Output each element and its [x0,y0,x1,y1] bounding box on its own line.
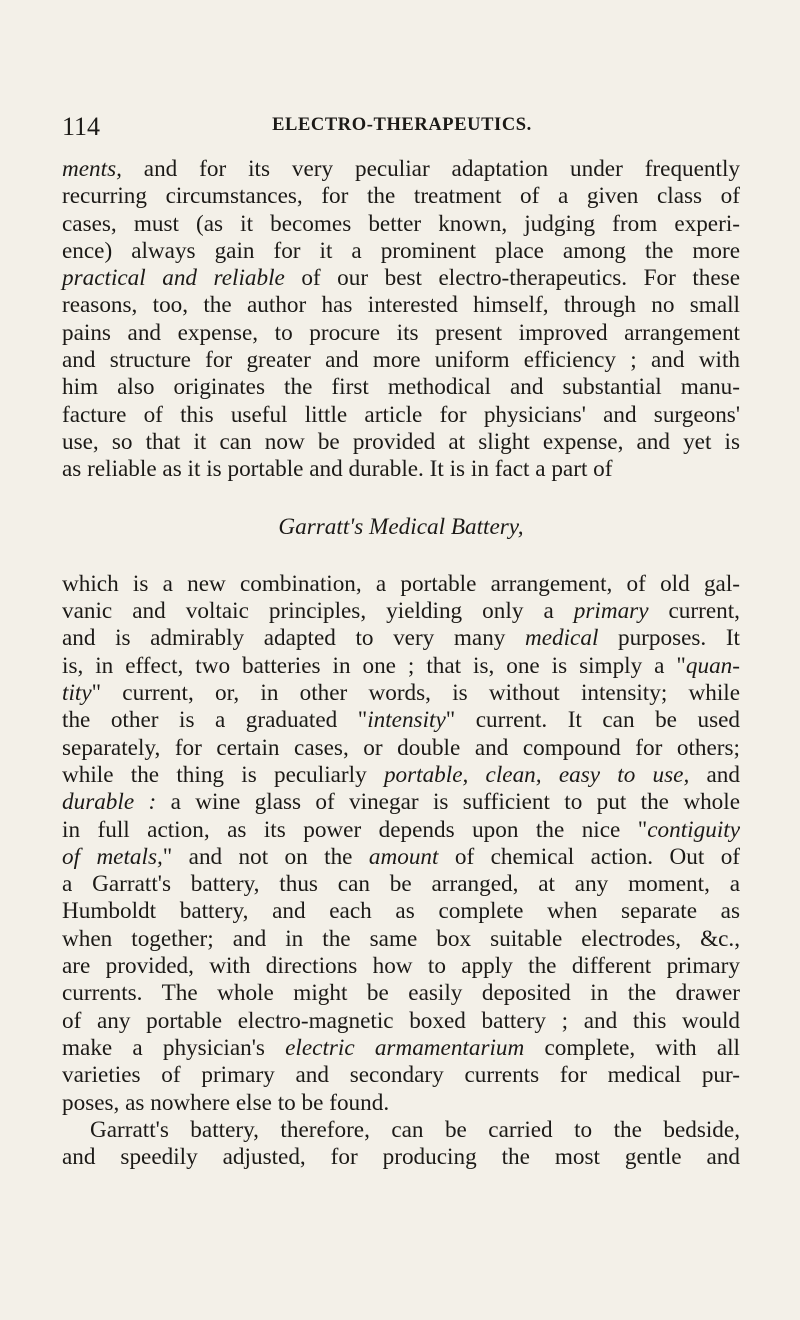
text-run: " current, or, in other words, is without intensity; while [91,680,740,707]
section-heading [62,514,740,541]
text-run: in full action, as its power depends upon the nice " [62,816,648,843]
italic-run: durable : [62,789,157,816]
page-header [62,112,742,142]
text-line [62,183,740,210]
text-line [62,1035,740,1062]
text-line [62,238,740,265]
text-line [62,292,740,319]
italic-run: tity [62,680,92,707]
text-run: and structure for greater and more uniform efficiency ; and with [62,347,740,374]
text-line [62,871,740,898]
text-run: reasons, too, the author has interested himself, through no small [62,292,740,319]
text-run: which is a new combination, a portable arrangement, of old gal- [62,570,740,597]
text-run: of chemical action. Out of [438,843,741,870]
text-line [62,598,740,625]
text-run: are provided, with directions how to apply the different primary [62,953,740,980]
italic-run: portable, clean, easy to use, [383,761,690,788]
text-line [62,1090,740,1117]
text-run: is, in effect, two batteries in one ; that is, one is simply a " [62,652,686,679]
text-line [62,789,740,816]
text-run: a Garratt's battery, thus can be arranged, at any moment, a [62,871,740,898]
text-line [62,707,740,734]
text-run: of any portable electro-magnetic boxed battery ; and this would [62,1007,740,1034]
text-run: Humboldt battery, and each as complete when separate as [62,898,740,925]
text-line [62,1117,740,1144]
text-line [62,980,740,1007]
italic-run: amount [368,843,439,870]
italic-run: ments, [62,156,122,182]
text-line [62,817,740,844]
text-line [62,1008,740,1035]
text-run: while the thing is peculiarly [62,761,384,788]
italic-run: of metals, [62,843,163,870]
running-title: ELECTRO-THERAPEUTICS. [272,115,532,135]
page-number: 114 [62,112,101,141]
text-run: purposes. It [598,625,740,652]
text-line [62,320,740,347]
text-line [62,156,740,183]
text-run: and for its very peculiar adaptation under frequently [121,156,740,182]
text-run: of our best electro-therapeutics. For these [284,265,740,292]
text-line [62,625,740,652]
text-line [62,898,740,925]
text-line [62,211,740,238]
text-run: recurring circumstances, for the treatment of a given class of [62,183,740,210]
italic-run: medical [524,625,599,652]
text-run: vanic and voltaic principles, yielding only a [62,598,574,625]
text-line [62,1062,740,1089]
text-run: use, so that it can now be provided at slight expense, and yet is [62,428,740,455]
text-run: facture of this useful little article for physicians' and surgeons' [62,401,740,428]
text-line [62,953,740,980]
text-line [62,429,740,456]
text-run: currents. The whole might be easily deposited in the drawer [62,980,740,1007]
text-run: Garratt's battery, therefore, can be carried to the bedside, [90,1116,740,1143]
italic-run: intensity [367,707,446,734]
text-line [62,1144,740,1171]
text-run: poses, as nowhere else to be found. [62,1089,390,1116]
text-line [62,735,740,762]
text-line [62,762,740,789]
text-line [62,374,740,401]
text-run: cases, must (as it becomes better known, judging from experi- [62,210,740,237]
text-line [62,653,740,680]
text-line [62,402,740,429]
text-run: when together; and in the same box suitable electrodes, &c., [62,925,740,952]
text-line [62,347,740,374]
text-run: complete, with all [524,1034,740,1061]
text-run: separately, for certain cases, or double and compound for others; [62,734,740,761]
italic-run: contiguity [647,816,740,843]
italic-run: quan- [685,652,740,679]
text-run: pains and expense, to procure its present improved arrangement [62,319,740,346]
text-line [62,680,740,707]
text-line [62,926,740,953]
body-text [62,156,740,1171]
text-run: the other is a graduated " [62,707,368,734]
text-run: " current. It can be used [445,707,740,734]
text-run: him also originates the first methodical and substantial manu- [62,374,740,401]
text-run: and speedily adjusted, for producing the most gentle and [62,1144,740,1171]
text-line [62,571,740,598]
text-run: and is admirably adapted to very many [62,625,525,652]
text-run: make a physician's [62,1034,286,1061]
text-run: varieties of primary and secondary currents for medical pur- [62,1062,740,1089]
text-run: a wine glass of vinegar is sufficient to put the whole [156,789,740,816]
italic-run: practical and reliable [62,265,285,292]
text-run: ence) always gain for it a prominent place among the more [62,237,740,264]
text-line [62,844,740,871]
text-run: as reliable as it is portable and durable. It is in fact a part of [62,456,613,483]
text-run: current, [648,598,740,625]
text-line [62,265,740,292]
text-line [62,456,740,483]
text-run: and [689,761,740,788]
text-run: " and not on the [162,843,369,870]
italic-run: electric armamentarium [285,1034,525,1061]
italic-run: Garratt's Medical Battery, [278,513,524,540]
italic-run: primary [573,598,649,625]
